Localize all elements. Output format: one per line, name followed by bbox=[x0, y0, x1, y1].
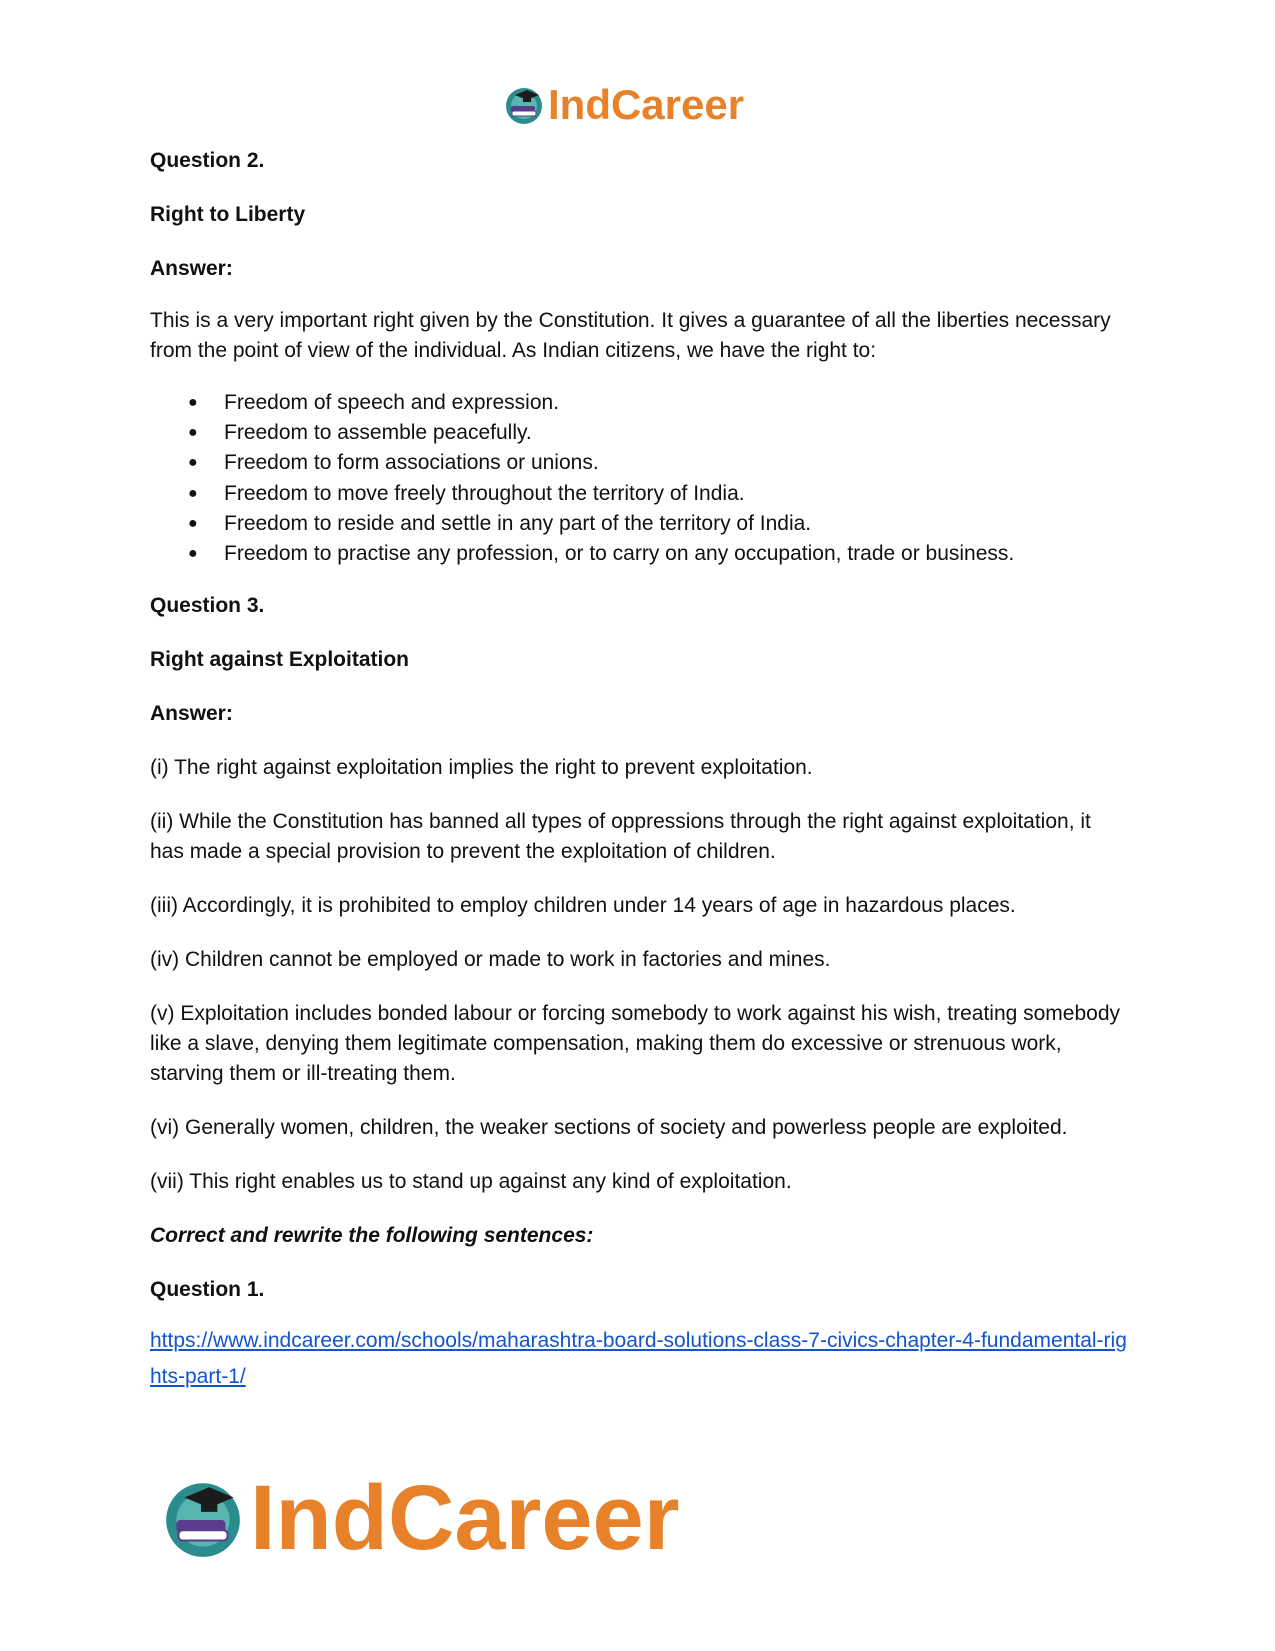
exploitation-point-2: (ii) While the Constitution has banned all types of oppressions through the right against exploitation, it has made a special provision to prevent the exploitation of children. bbox=[150, 810, 1091, 864]
question-2-answer-label: Answer: bbox=[150, 257, 233, 280]
book-globe-icon bbox=[160, 1475, 246, 1561]
question-2-intro: This is a very important right given by the Constitution. It gives a guarantee of all the liberties necessary from the point of view of the individual. As Indian citizens, we have the right to: bbox=[150, 309, 1111, 362]
list-item: ● Freedom to move freely throughout the territory of India. bbox=[150, 479, 1130, 509]
document-body bbox=[150, 146, 1130, 1395]
bullet-icon: ● bbox=[188, 454, 198, 472]
exploitation-point-7: (vii) This right enables us to stand up against any kind of exploitation. bbox=[150, 1170, 792, 1194]
indcareer-logo-bottom bbox=[160, 1468, 680, 1568]
exploitation-point-6: (vi) Generally women, children, the weaker sections of society and powerless people are exploited. bbox=[150, 1116, 1068, 1140]
book-globe-icon bbox=[503, 84, 545, 126]
list-item: ● Freedom to form associations or unions. bbox=[150, 448, 1130, 478]
question-2-heading: Right to Liberty bbox=[150, 203, 306, 226]
bullet-icon: ● bbox=[188, 424, 198, 442]
bullet-icon: ● bbox=[188, 514, 198, 532]
question-2-title: Question 2. bbox=[150, 149, 265, 172]
bullet-icon: ● bbox=[188, 545, 198, 563]
bullet-icon: ● bbox=[188, 394, 198, 411]
list-item: ● Freedom to assemble peacefully. bbox=[150, 418, 1130, 448]
question-3-title: Question 3. bbox=[150, 594, 265, 618]
source-link[interactable]: https://www.indcareer.com/schools/maharashtra-board-solutions-class-7-civics-chapter-4-fundamental-rights-part-1/ bbox=[150, 1329, 1127, 1389]
bullet-icon: ● bbox=[188, 484, 198, 502]
question-3-answer-label: Answer: bbox=[150, 702, 233, 726]
indcareer-logo-top bbox=[503, 80, 744, 130]
list-item: ● Freedom to reside and settle in any part of the territory of India. bbox=[150, 509, 1130, 539]
brand-wordmark: IndCareer bbox=[250, 1466, 680, 1569]
question-3-heading: Right against Exploitation bbox=[150, 648, 410, 672]
list-item: ● Freedom of speech and expression. bbox=[150, 388, 1130, 418]
list-item: ● Freedom to practise any profession, or to carry on any occupation, trade or business. bbox=[150, 539, 1130, 569]
correct-rewrite-heading: Correct and rewrite the following sentences: bbox=[150, 1224, 594, 1248]
exploitation-point-3: (iii) Accordingly, it is prohibited to employ children under 14 years of age in hazardous places. bbox=[150, 894, 1016, 918]
liberty-bullet-list bbox=[150, 388, 1130, 569]
question-1-title: Question 1. bbox=[150, 1278, 265, 1302]
brand-wordmark: IndCareer bbox=[548, 81, 745, 128]
exploitation-point-5: (v) Exploitation includes bonded labour or forcing somebody to work against his wish, treating somebody like a slave, denying them legitimate compensation, making them do excessive or strenuous work, starving them or ill-treating them. bbox=[150, 1002, 1121, 1086]
exploitation-point-1: (i) The right against exploitation implies the right to prevent exploitation. bbox=[150, 756, 813, 780]
exploitation-point-4: (iv) Children cannot be employed or made to work in factories and mines. bbox=[150, 948, 831, 972]
